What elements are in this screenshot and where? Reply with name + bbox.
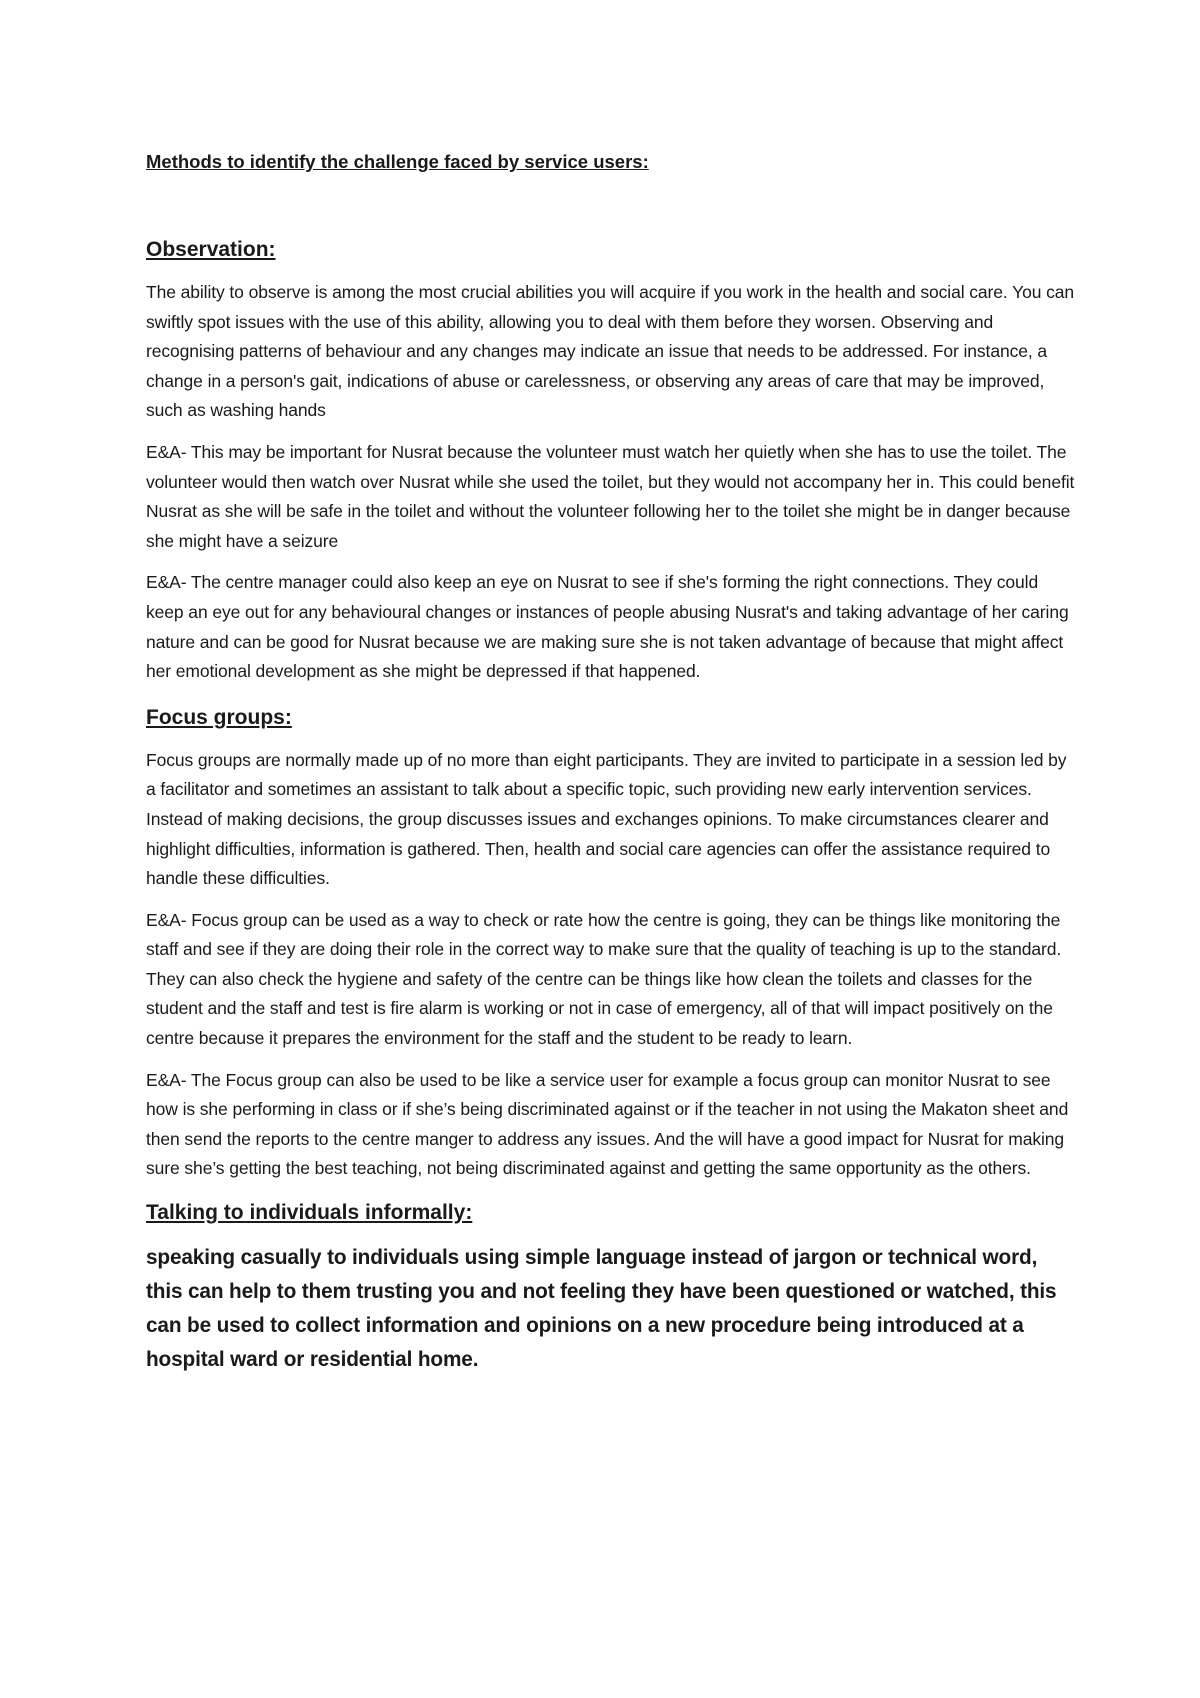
focus-groups-paragraph-2: E&A- Focus group can be used as a way to check or rate how the centre is going, they can be things like monitoring the staff and see if they are doing their role in the correct way to make sure that the quality of teaching is up to the standard. They can also check the hygiene and safety of the centre can be things like how clean the toilets and classes for the student and the staff and test is fire alarm is working or not in case of emergency, all of that will impact positively on the centre because it prepares the environment for the staff and the student to be ready to learn. — [146, 909, 1062, 1049]
section-heading-talking-informally: Talking to individuals informally: — [146, 1201, 473, 1225]
section-focus-groups — [146, 705, 1076, 1184]
focus-groups-paragraph-3: E&A- The Focus group can also be used to be like a service user for example a focus group can monitor Nusrat to see how is she performing in class or if she’s being discriminated against or if the teacher in not using the Makaton sheet and then send the reports to the centre manger to address any issues. And the will have a good impact for Nusrat for making sure she’s getting the best teaching, not being discriminated against and getting the same opportunity as the others. — [146, 1069, 1069, 1179]
observation-paragraph-1: The ability to observe is among the most crucial abilities you will acquire if you work in the health and social care. You can swiftly spot issues with the use of this ability, allowing you to deal with them before they worsen. Observing and recognising patterns of behaviour and any changes may indicate an issue that needs to be addressed. For instance, a change in a person's gait, indications of abuse or carelessness, or observing any areas of care that may be improved, such as washing hands — [146, 282, 1075, 421]
observation-paragraph-3: E&A- The centre manager could also keep an eye on Nusrat to see if she's forming the right connections. They could keep an eye out for any behavioural changes or instances of people abusing Nusrat's and taking advantage of her caring nature and can be good for Nusrat because we are making sure she is not taken advantage of because that might affect her emotional development as she might be depressed if that happened. — [146, 572, 1069, 682]
focus-groups-paragraph-1: Focus groups are normally made up of no more than eight participants. They are invited to participate in a session led by a facilitator and sometimes an assistant to talk about a specific topic, such providing new early intervention services. Instead of making decisions, the group discusses issues and exchanges opinions. To make circumstances clearer and highlight difficulties, information is gathered. Then, health and social care agencies can offer the assistance required to handle these difficulties. — [146, 749, 1067, 889]
section-talking-informally — [146, 1200, 1076, 1377]
section-heading-focus-groups: Focus groups: — [146, 705, 292, 729]
observation-paragraph-2: E&A- This may be important for Nusrat because the volunteer must watch her quietly when she has to use the toilet. The volunteer would then watch over Nusrat while she used the toilet, but they would not accompany her in. This could benefit Nusrat as she will be safe in the toilet and without the volunteer following her to the toilet she might be in danger because she might have a seizure — [146, 441, 1075, 551]
talking-informally-paragraph-1: speaking casually to individuals using simple language instead of jargon or technical word, this can help to them trusting you and not feeling they have been questioned or watched, this can be used to collect information and opinions on a new procedure being introduced at a hospital ward or residential home. — [146, 1246, 1057, 1372]
section-observation — [146, 237, 1076, 687]
section-heading-observation: Observation: — [146, 238, 276, 261]
document-body — [146, 150, 1076, 1377]
document-title: Methods to identify the challenge faced by service users: — [146, 151, 649, 172]
